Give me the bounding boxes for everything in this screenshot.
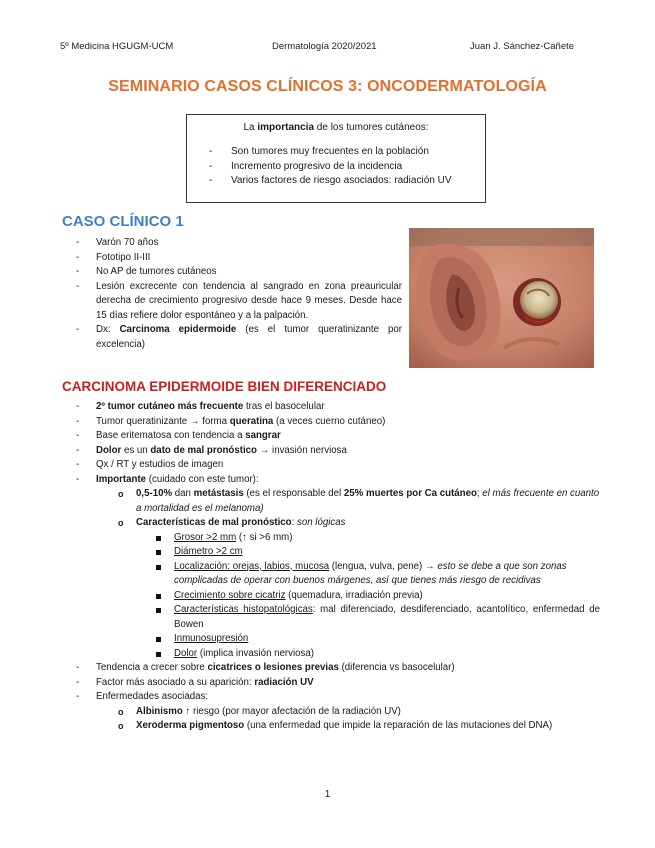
- list-item: - Base eritematosa con tendencia a sangrar: [76, 429, 600, 444]
- page-title: SEMINARIO CASOS CLÍNICOS 3: ONCODERMATOLOGÍA: [108, 78, 547, 95]
- sublist-item: o Albinismo ↑ riesgo (por mayor afectación de la radiación UV): [118, 705, 600, 720]
- ear-lesion-image: [409, 228, 594, 368]
- list-item: - Dx: Carcinoma epidermoide (es el tumor queratinizante por excelencia): [76, 323, 402, 352]
- criteria-item: Inmunosupresión: [156, 632, 600, 647]
- header-right: Juan J. Sánchez-Cañete: [470, 41, 575, 52]
- criteria-item: Crecimiento sobre cicatriz (quemadura, irradiación previa): [156, 589, 600, 604]
- header-center: Dermatología 2020/2021: [272, 41, 377, 52]
- case-list: [76, 236, 402, 352]
- criteria-item: Diámetro >2 cm: [156, 545, 600, 560]
- header-left: 5º Medicina HGUGM-UCM: [60, 41, 174, 52]
- criteria-list: [156, 531, 600, 662]
- criteria-item: Localización: orejas, labios, mucosa (lengua, vulva, pene) → esto se debe a que son zonas complicadas de operar con buenos márgenes, así que tienes más riesgo de recidivas: [156, 560, 600, 589]
- list-item: - Qx / RT y estudios de imagen: [76, 458, 600, 473]
- list-item: - No AP de tumores cutáneos: [76, 265, 402, 280]
- importance-box: [186, 114, 486, 203]
- list-item: - Dolor es un dato de mal pronóstico → invasión nerviosa: [76, 444, 600, 459]
- box-list: [209, 145, 451, 189]
- sublist: [118, 705, 600, 734]
- list-item: - Fototipo II-III: [76, 251, 402, 266]
- list-item: - 2º tumor cutáneo más frecuente tras el basocelular: [76, 400, 600, 415]
- list-item: - Son tumores muy frecuentes en la población: [209, 145, 451, 160]
- sublist-item: o Características de mal pronóstico: son lógicas Grosor >2 mm (↑ si >6 mm) Diámetro >2 cm Localización: orejas, labios, mucosa (lengua, vulva, pene) → esto se debe a que son zonas complicadas de operar con buenos márgenes, así que tienes más riesgo de recidivas Crecimiento sobre cicatriz (quemadura, irradiación previa) Características histopatológicas: mal diferenciado, desdiferenciado, acantolítico, enfermedad de Bowen Inmunosupresión Dolor (implica invasión nerviosa): [118, 516, 600, 661]
- clinical-photo: [409, 228, 594, 368]
- list-item: - Tendencia a crecer sobre cicatrices o lesiones previas (diferencia vs basocelular): [76, 661, 600, 676]
- page-number: 1: [324, 789, 331, 800]
- main-list: [76, 400, 600, 734]
- list-item: - Varón 70 años: [76, 236, 402, 251]
- sublist-item: o 0,5-10% dan metástasis (es el responsable del 25% muertes por Ca cutáneo; el más frecuente en cuanto a mortalidad es el melanoma): [118, 487, 600, 516]
- criteria-item: Características histopatológicas: mal diferenciado, desdiferenciado, acantolítico, enfermedad de Bowen: [156, 603, 600, 632]
- box-title: La importancia de los tumores cutáneos:: [243, 122, 429, 133]
- case-heading: CASO CLÍNICO 1: [62, 213, 184, 230]
- list-item: - Varios factores de riesgo asociados: radiación UV: [209, 174, 451, 189]
- list-item: - Incremento progresivo de la incidencia: [209, 160, 451, 175]
- sublist: [118, 487, 600, 661]
- list-item: - Lesión excrecente con tendencia al sangrado en zona preauricular derecha de crecimiento progresivo desde hace 9 meses. Desde hace 15 días refiere dolor espontáneo y a la palpación.: [76, 280, 402, 324]
- section-heading: CARCINOMA EPIDERMOIDE BIEN DIFERENCIADO: [62, 379, 387, 394]
- criteria-item: Dolor (implica invasión nerviosa): [156, 647, 600, 662]
- list-item: - Factor más asociado a su aparición: radiación UV: [76, 676, 600, 691]
- sublist-item: o Xeroderma pigmentoso (una enfermedad que impide la reparación de las mutaciones del DNA): [118, 719, 600, 734]
- list-item: - Importante (cuidado con este tumor): o 0,5-10% dan metástasis (es el responsable del 25% muertes por Ca cutáneo; el más frecuente en cuanto a mortalidad es el melanoma) o Características de mal pronóstico: son lógicas Grosor >2 mm (↑ si >6 mm) Diámetro >2 cm Localización: orejas, labios, mucosa (lengua, vulva, pene) → esto se debe a que son zonas complicadas de operar con buenos márgenes, así que tienes más riesgo de recidivas Crecimiento sobre cicatriz (quemadura, irradiación previa) Características histopatológicas: mal diferenciado, desdiferenciado, acantolítico, enfermedad de Bowen Inmunosupresión Dolor (implica invasión nerviosa): [76, 473, 600, 662]
- list-item: - Tumor queratinizante → forma queratina (a veces cuerno cutáneo): [76, 415, 600, 430]
- criteria-item: Grosor >2 mm (↑ si >6 mm): [156, 531, 600, 546]
- list-item: - Enfermedades asociadas: o Albinismo ↑ riesgo (por mayor afectación de la radiación UV) o Xeroderma pigmentoso (una enfermedad que impide la reparación de las mutaciones del DNA): [76, 690, 600, 734]
